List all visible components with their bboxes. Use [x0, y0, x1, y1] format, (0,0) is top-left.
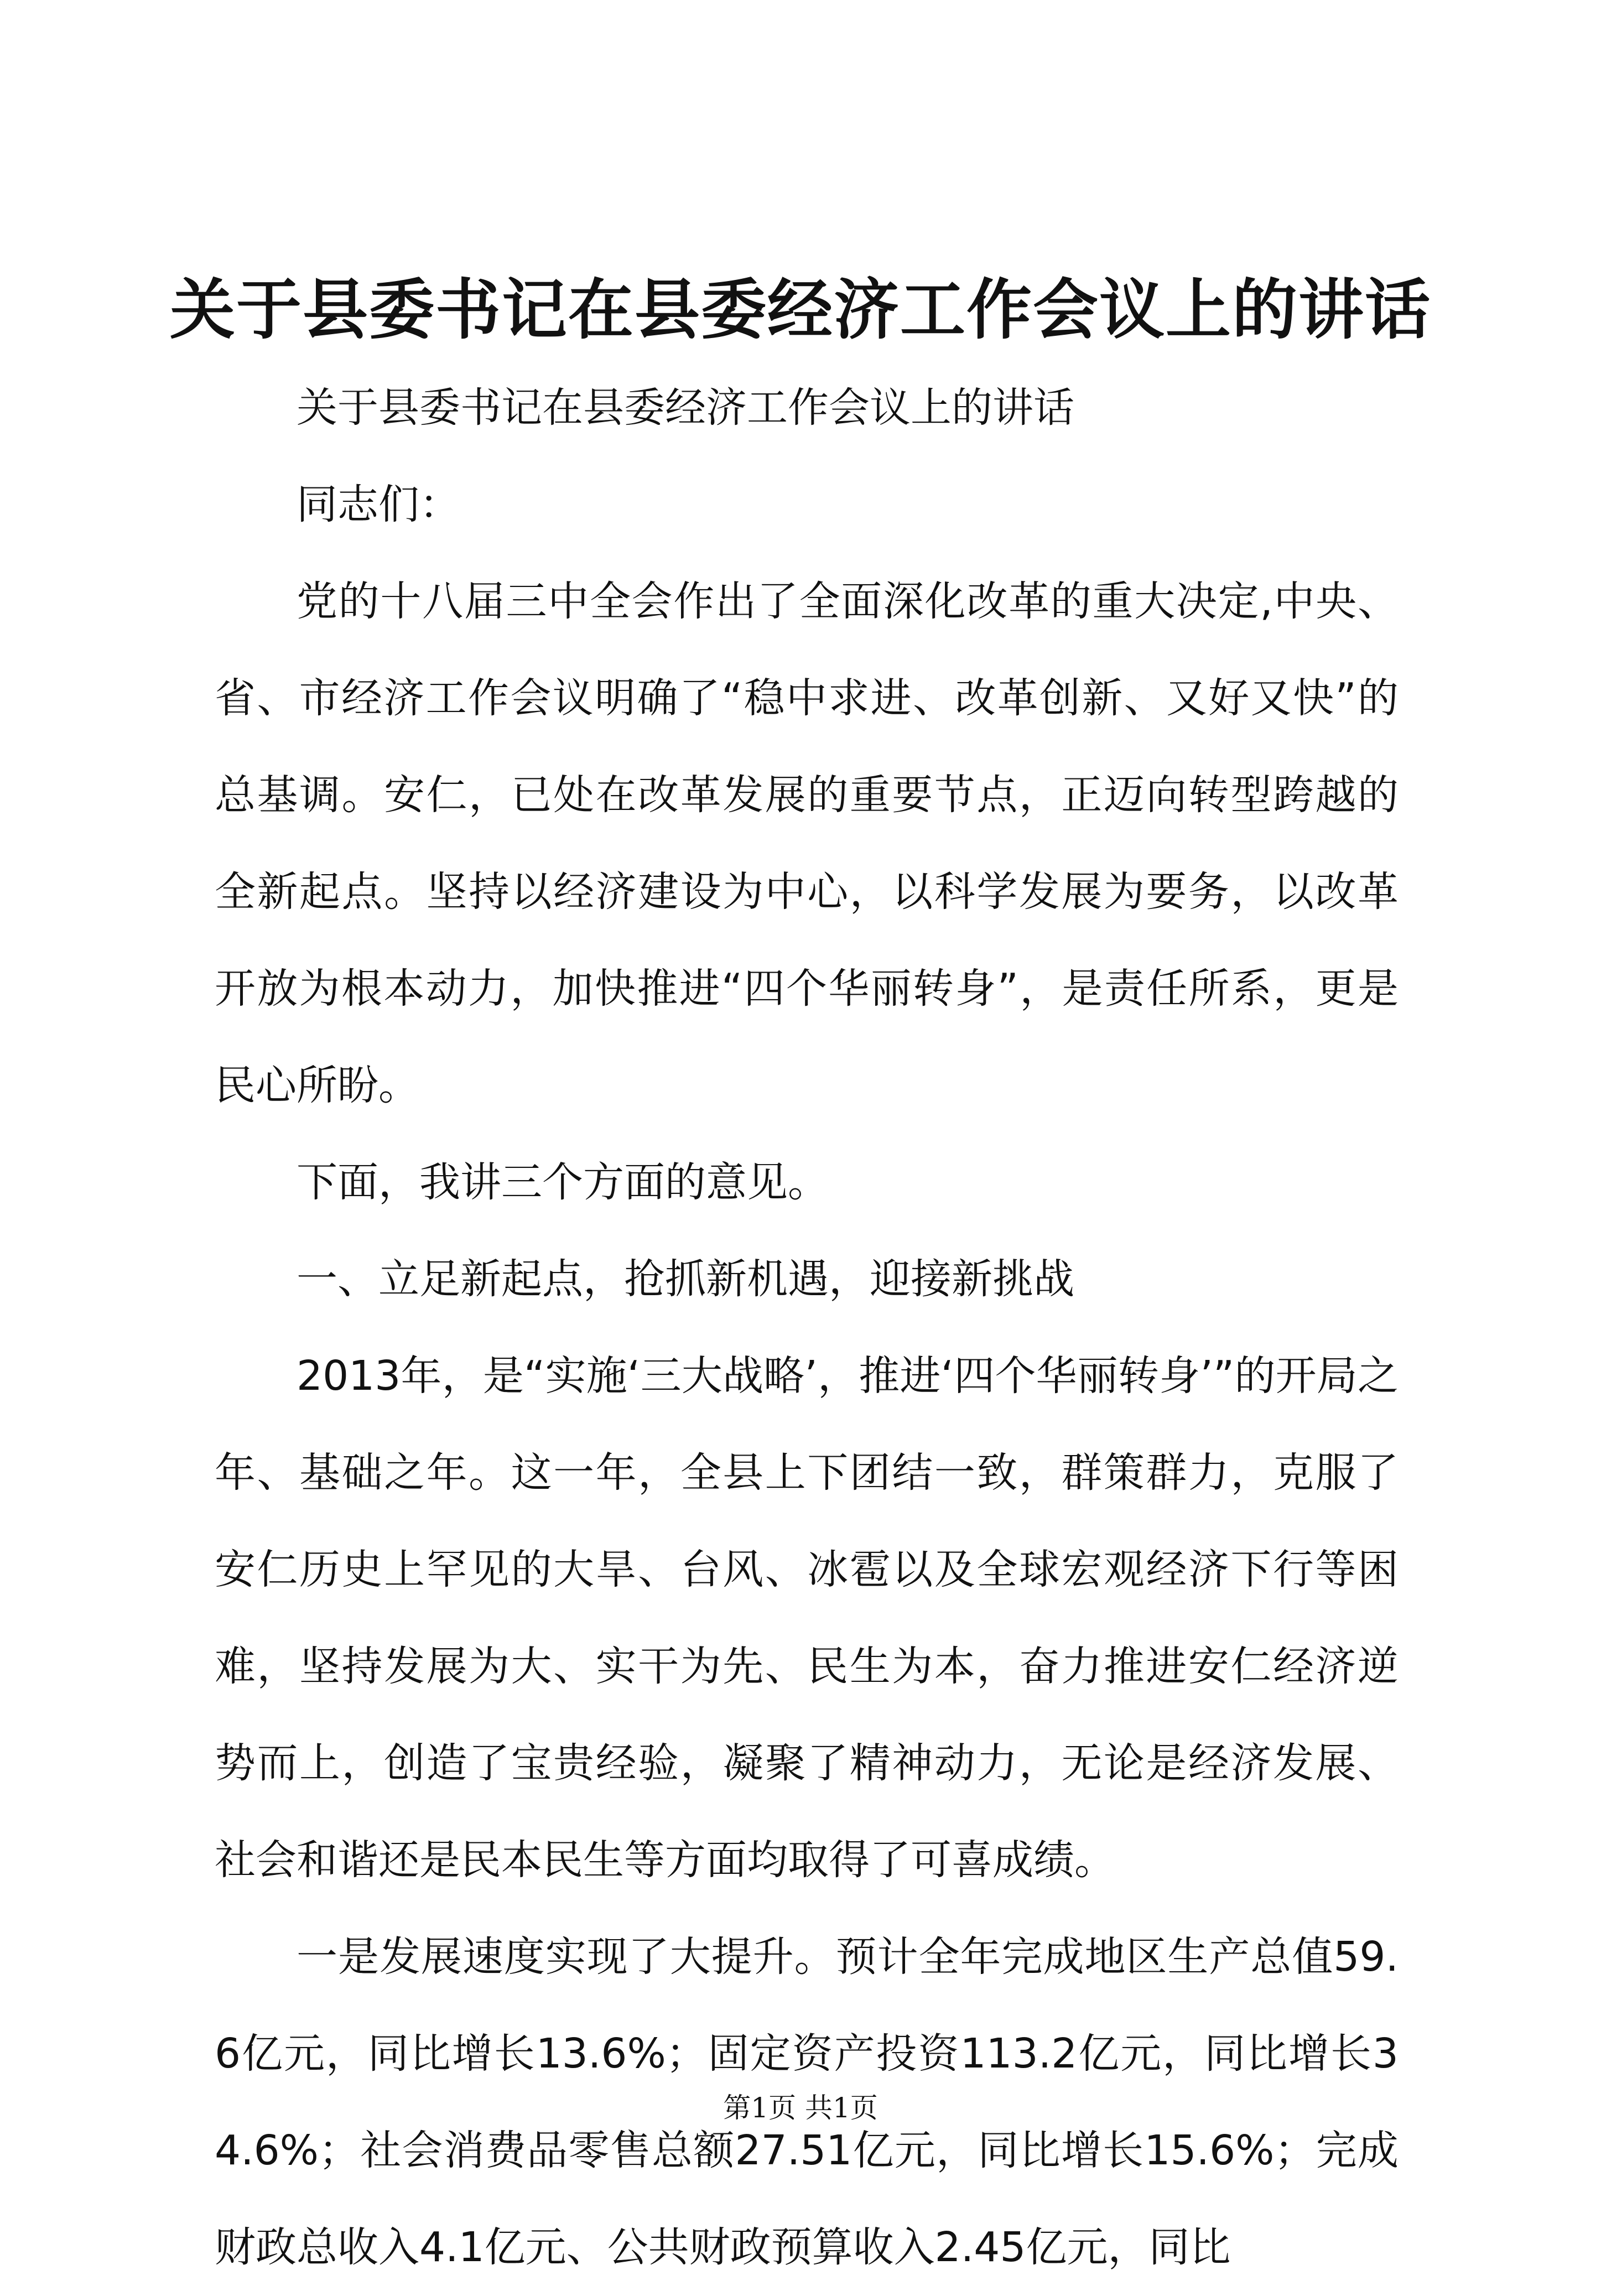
page-footer: 第1页 共1页: [723, 2092, 878, 2124]
body-paragraph: 一是发展速度实现了大提升。预计全年完成地区生产总值59.6亿元，同比增长13.6%；固定资产投资113.2亿元，同比增长34.6%；社会消费品零售总额27.51亿元，同比增长15.6%；完成财政总收入4.1亿元、公共财政预算收入2.45亿元，同比: [215, 1933, 1399, 2271]
body-paragraph: 党的十八届三中全会作出了全面深化改革的重大决定,中央、省、市经济工作会议明确了“稳中求进、改革创新、又好又快”的总基调。安仁，已处在改革发展的重要节点，正迈向转型跨越的全新起点。坚持以经济建设为中心，以科学发展为要务，以改革开放为根本动力，加快推进“四个华丽转身”，是责任所系，更是民心所盼。: [215, 578, 1399, 1109]
document-body: [215, 360, 1399, 2296]
salutation-paragraph: 同志们：: [297, 481, 460, 528]
body-paragraph: 2013年，是“实施‘三大战略’，推进‘四个华丽转身’”的开局之年、基础之年。这一年，全县上下团结一致，群策群力，克服了安仁历史上罕见的大旱、台风、冰雹以及全球宏观经济下行等困难，坚持发展为大、实干为先、民生为本，奋力推进安仁经济逆势而上，创造了宝贵经验，凝聚了精神动力，无论是经济发展、社会和谐还是民本民生等方面均取得了可喜成绩。: [215, 1352, 1399, 1884]
section-heading: 一、立足新起点，抢抓新机遇，迎接新挑战: [297, 1255, 1074, 1303]
document-title: 关于县委书记在县委经济工作会议上的讲话: [169, 271, 1431, 348]
body-paragraph: 下面，我讲三个方面的意见。: [297, 1159, 829, 1206]
subtitle-paragraph: 关于县委书记在县委经济工作会议上的讲话: [297, 384, 1074, 432]
